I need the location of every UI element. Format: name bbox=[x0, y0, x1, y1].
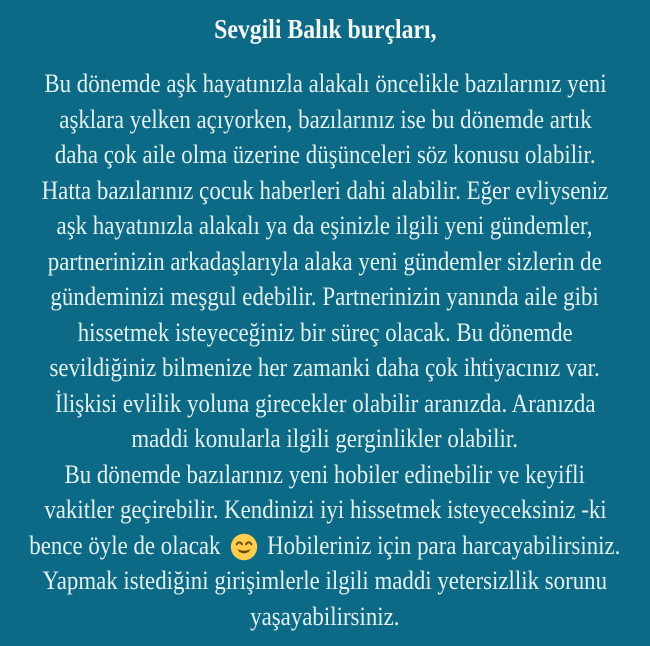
text-line: daha çok aile olma üzerine düşünceleri söz konusu olabilir. bbox=[54, 140, 596, 169]
text-line: sevildiğiniz bilmenize her zamanki daha çok ihtiyacınız var. bbox=[49, 353, 601, 382]
text-line: Hatta bazılarınız çocuk haberleri dahi alabilir. Eğer evliyseniz bbox=[41, 175, 609, 205]
text-line: Bu dönemde bazılarınız yeni hobiler edinebilir ve keyifli bbox=[64, 459, 586, 489]
text-line: hissetmek isteyeceğiniz bir süreç olacak. Bu dönemde bbox=[77, 317, 573, 347]
text-line: aşk hayatınızla alakalı ya da eşinizle ilgili yeni gündemler, bbox=[57, 211, 593, 240]
text-line: İlişkisi evlilik yoluna girecekler olabilir aranızda. Aranızda bbox=[54, 388, 596, 418]
text-line: vakitler geçirebilir. Kendinizi iyi hissetmek isteyeceksiniz -ki bbox=[43, 495, 607, 524]
text-line: partnerinizin arkadaşlarıyla alaka yeni gündemler sizlerin de bbox=[48, 246, 602, 276]
text-line: Bu dönemde aşk hayatınızla alakalı öncelikle bazılarınız yeni bbox=[43, 69, 607, 98]
text-line: gündeminizi meşgul edebilir. Partnerinizin yanında aile gibi bbox=[50, 282, 600, 311]
text-line: aşklara yelken açıyorken, bazılarınız ise bu dönemde artık bbox=[58, 104, 592, 134]
emoji-line-pre: bence öyle de olacak bbox=[29, 530, 221, 560]
text-line: maddi konularla ilgili gerginlikler olabilir. bbox=[131, 424, 519, 453]
text-line: yaşayabilirsiniz. bbox=[250, 601, 400, 631]
emoji-line-post: Hobileriniz için para harcayabilirsiniz. bbox=[267, 530, 621, 560]
page-title: Sevgili Balık burçları, bbox=[213, 14, 437, 44]
smiling-face-emoji-icon bbox=[230, 533, 258, 561]
text-line-with-emoji bbox=[29, 528, 620, 564]
text-line: Yapmak istediğini girişimlerle ilgili maddi yetersizllik sorunu bbox=[42, 566, 608, 595]
horoscope-text bbox=[0, 66, 650, 634]
